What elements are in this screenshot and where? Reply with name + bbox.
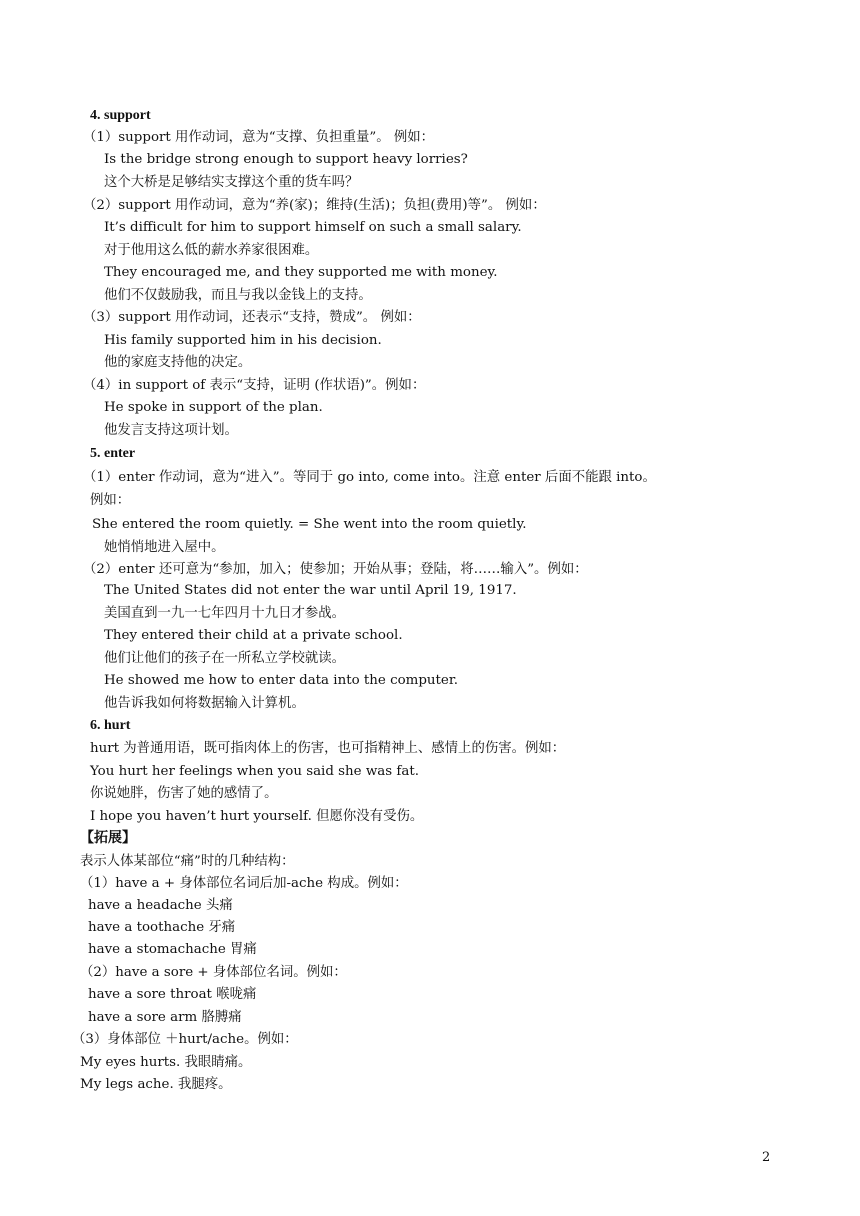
text-line: He spoke in support of the plan. (104, 400, 323, 415)
section-heading: 6. hurt (90, 718, 131, 733)
text-line: 他的家庭支持他的决定。 (104, 355, 252, 370)
text-line: Is the bridge strong enough to support heavy lorries? (104, 152, 468, 167)
text-line: They encouraged me, and they supported me with money. (104, 265, 498, 280)
section-heading: 4. support (90, 108, 151, 123)
text-line: have a stomachache 胃痛 (88, 942, 257, 957)
text-line: （1）have a + 身体部位名词后加-ache 构成。例如： (80, 876, 408, 891)
text-line: 她悄悄地进入屋中。 (104, 540, 225, 555)
text-line: have a headache 头痛 (88, 898, 233, 913)
text-line: （2）support 用作动词，意为“养(家)；维持(生活)；负担(费用)等”。 例如： (83, 198, 546, 213)
text-line: 例如： (90, 493, 131, 508)
text-line: 他告诉我如何将数据输入计算机。 (104, 696, 305, 711)
text-line: （4）in support of 表示“支持，证明 (作状语)”。例如： (83, 378, 426, 393)
text-line: （3）身体部位 ＋hurt/ache。例如： (72, 1032, 298, 1047)
text-line: The United States did not enter the war until April 19, 1917. (104, 583, 517, 598)
text-line: 对于他用这么低的薪水养家很困难。 (104, 243, 319, 258)
text-line: 他们让他们的孩子在一所私立学校就读。 (104, 651, 346, 666)
text-line: have a sore throat 喉咙痛 (88, 987, 257, 1002)
text-line: 你说她胖，伤害了她的感情了。 (90, 786, 278, 801)
section-heading: 5. enter (90, 446, 136, 461)
text-line: I hope you haven’t hurt yourself. 但愿你没有受伤。 (90, 809, 424, 824)
text-line: （2）enter 还可意为“参加，加入；使参加；开始从事；登陆，将……输入”。例如： (83, 562, 588, 577)
text-line: 美国直到一九一七年四月十九日才参战。 (104, 606, 346, 621)
text-line: 表示人体某部位“痛”时的几种结构： (80, 854, 295, 869)
text-line: He showed me how to enter data into the computer. (104, 673, 459, 688)
page-number: 2 (762, 1150, 771, 1165)
section-heading: 【拓展】 (80, 831, 136, 846)
text-line: It’s difficult for him to support himself on such a small salary. (104, 220, 522, 235)
text-line: 这个大桥是足够结实支撑这个重的货车吗？ (104, 175, 359, 190)
text-line: They entered their child at a private school. (104, 628, 403, 643)
text-line: My legs ache. 我腿疼。 (80, 1077, 232, 1092)
text-line: 他们不仅鼓励我，而且与我以金钱上的支持。 (104, 288, 372, 303)
text-line: have a sore arm 胳膊痛 (88, 1010, 242, 1025)
text-line: have a toothache 牙痛 (88, 920, 236, 935)
text-line: 他发言支持这项计划。 (104, 423, 238, 438)
text-line: His family supported him in his decision. (104, 333, 382, 348)
text-line: （1）enter 作动词，意为“进入”。等同于 go into, come into。注意 enter 后面不能跟 into。 (83, 470, 656, 485)
text-line: （2）have a sore + 身体部位名词。例如： (80, 965, 347, 980)
text-line: （3）support 用作动词，还表示“支持，赞成”。 例如： (83, 310, 421, 325)
text-line: My eyes hurts. 我眼睛痛。 (80, 1055, 252, 1070)
text-line: You hurt her feelings when you said she was fat. (90, 764, 419, 779)
text-line: （1）support 用作动词，意为“支撑、负担重量”。 例如： (83, 130, 435, 145)
text-line: She entered the room quietly. = She went into the room quietly. (92, 517, 527, 532)
text-line: hurt 为普通用语，既可指肉体上的伤害，也可指精神上、感情上的伤害。例如： (90, 741, 566, 756)
